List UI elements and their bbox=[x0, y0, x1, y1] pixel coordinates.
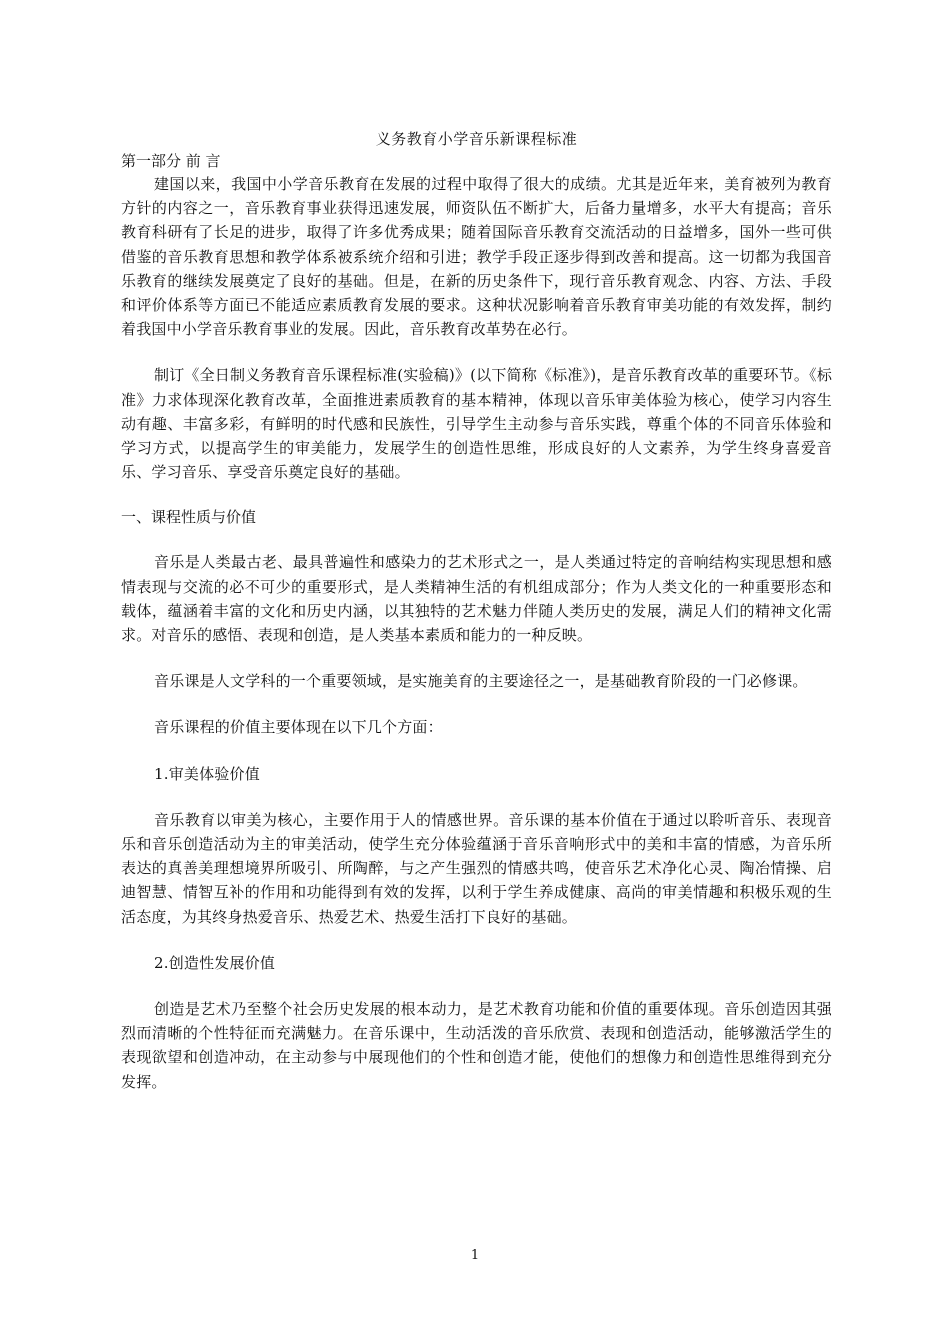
paragraph: 建国以来，我国中小学音乐教育在发展的过程中取得了很大的成绩。尤其是近年来，美育被列为教育方针的内容之一，音乐教育事业获得迅速发展，师资队伍不断扩大，后备力量增多，水平大有提高；音乐教育科研有了长足的进步，取得了许多优秀成果；随着国际音乐教育交流活动的日益增多，国外一些可供借鉴的音乐教育思想和教学体系被系统介绍和引进；教学手段正逐步得到改善和提高。这一切都为我国音乐教育的继续发展奠定了良好的基础。但是，在新的历史条件下，现行音乐教育观念、内容、方法、手段和评价体系等方面已不能适应素质教育发展的要求。这种状况影响着音乐教育审美功能的有效发挥，制约着我国中小学音乐教育事业的发展。因此，音乐教育改革势在必行。 bbox=[121, 175, 832, 339]
paragraph: 音乐课程的价值主要体现在以下几个方面： bbox=[154, 718, 443, 737]
document-body bbox=[121, 128, 832, 1094]
document-title: 义务教育小学音乐新课程标准 bbox=[375, 130, 578, 148]
paragraph: 创造是艺术乃至整个社会历史发展的根本动力，是艺术教育功能和价值的重要体现。音乐创造因其强烈而清晰的个性特征而充满魅力。在音乐课中，生动活泼的音乐欣赏、表现和创造活动，能够激活学生的表现欲望和创造冲动，在主动参与中展现他们的个性和创造才能，使他们的想像力和创造性思维得到充分发挥。 bbox=[121, 1000, 832, 1091]
paragraph: 音乐教育以审美为核心，主要作用于人的情感世界。音乐课的基本价值在于通过以聆听音乐、表现音乐和音乐创造活动为主的审美活动，使学生充分体验蕴涵于音乐音响形式中的美和丰富的情感，为音乐所表达的真善美理想境界所吸引、所陶醉，与之产生强烈的情感共鸣，使音乐艺术净化心灵、陶冶情操、启迪智慧、情智互补的作用和功能得到有效的发挥，以利于学生养成健康、高尚的审美情趣和积极乐观的生活态度，为其终身热爱音乐、热爱艺术、热爱生活打下良好的基础。 bbox=[121, 810, 832, 926]
subsection-heading: 2.创造性发展价值 bbox=[154, 953, 276, 972]
page-number: 1 bbox=[470, 1248, 480, 1263]
paragraph: 音乐是人类最古老、最具普遍性和感染力的艺术形式之一，是人类通过特定的音响结构实现思想和感情表现与交流的必不可少的重要形式，是人类精神生活的有机组成部分；作为人类文化的一种重要形态和载体，蕴涵着丰富的文化和历史内涵，以其独特的艺术魅力伴随人类历史的发展，满足人们的精神文化需求。对音乐的感悟、表现和创造，是人类基本素质和能力的一种反映。 bbox=[121, 553, 832, 645]
subsection-heading: 1.审美体验价值 bbox=[154, 764, 260, 783]
paragraph: 制订《全日制义务教育音乐课程标准(实验稿)》(以下简称《标准》)，是音乐教育改革的重要环节。《标准》力求体现深化教育改革，全面推进素质教育的基本精神，体现以音乐审美体验为核心，使学习内容生动有趣、丰富多彩，有鲜明的时代感和民族性，引导学生主动参与音乐实践，尊重个体的不同音乐体验和学习方式，以提高学生的审美能力，发展学生的创造性思维，形成良好的人文素养，为学生终身喜爱音乐、学习音乐、享受音乐奠定良好的基础。 bbox=[121, 366, 833, 482]
part-heading: 第一部分 前 言 bbox=[121, 152, 221, 170]
paragraph: 音乐课是人文学科的一个重要领域，是实施美育的主要途径之一，是基础教育阶段的一门必修课。 bbox=[154, 672, 808, 691]
section-heading: 一、课程性质与价值 bbox=[121, 508, 257, 527]
